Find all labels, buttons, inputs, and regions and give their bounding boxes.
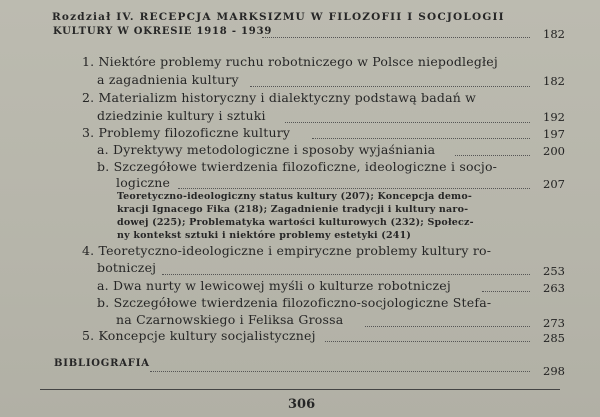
entry-title: Teoretyczno-ideologiczne i empiryczne problemy kultury ro- [98,243,492,258]
entry-page: 273 [543,316,565,330]
dot-leader [482,290,530,292]
toc-entry-3b [97,161,497,174]
entry-number: 2. [82,90,95,105]
page-number: 306 [288,397,316,412]
entry-title: Materializm historyczny i dialektyczny podstawą badań w [98,90,477,105]
toc-entry-4a [97,280,451,293]
dot-leader [178,187,530,189]
dot-leader [262,36,530,38]
subtopic-line-3: dowej (225); Problematyka wartości kulturowych (232); Społecz- [117,217,474,228]
entry-number: b. [97,295,110,310]
dot-leader [162,273,530,275]
entry-title: Problemy filozoficzne kultury [98,125,291,140]
subtopic-line-1: Teoretyczno-ideologiczny status kultury (207); Koncepcja demo- [117,191,472,202]
entry-page: 182 [543,74,565,88]
dot-leader [250,85,530,87]
entry-title: Niektóre problemy ruchu robotniczego w Polsce niepodległej [98,54,498,69]
entry-page: 192 [543,110,565,124]
bibliography-page: 298 [543,364,565,378]
entry-title-continued: logiczne [116,175,171,190]
entry-page: 197 [543,127,565,141]
toc-entry-1 [82,56,498,69]
toc-entry-2 [82,92,476,105]
toc-entry-3a [97,144,435,157]
chapter-page: 182 [543,27,565,41]
entry-page: 207 [543,177,565,191]
chapter-title-line1: RECEPCJA MARKSIZMU W FILOZOFII I SOCJOLOGII [139,11,505,23]
entry-page: 285 [543,331,565,345]
entry-title-continued: botniczej [97,260,157,275]
dot-leader [455,154,530,156]
entry-page: 263 [543,281,565,295]
toc-entry-4b [97,297,491,310]
entry-number: 5. [82,328,95,343]
entry-number: b. [97,159,110,174]
entry-number: a. [97,278,109,293]
entry-title: Dyrektywy metodologiczne i sposoby wyjaśniania [113,142,436,157]
bibliography-label: BIBLIOGRAFIA [54,358,150,369]
dot-leader [150,370,530,372]
dot-leader [325,340,530,342]
entry-number: 1. [82,54,95,69]
dot-leader [365,325,530,327]
toc-entry-3 [82,127,290,140]
entry-title: Szczegółowe twierdzenia filozoficzne, ideologiczne i socjo- [113,159,498,174]
subtopic-line-4: ny kontekst sztuki i niektóre problemy estetyki (241) [117,230,412,241]
entry-number: a. [97,142,109,157]
dot-leader [285,121,530,123]
entry-title: Szczegółowe twierdzenia filozoficzno-socjologiczne Stefa- [113,295,492,310]
chapter-heading-line1 [52,12,505,23]
entry-title: Koncepcje kultury socjalistycznej [98,328,316,343]
chapter-title-line2: KULTURY W OKRESIE 1918 - 1939 [53,26,273,37]
entry-title-continued: a zagadnienia kultury [97,72,239,87]
entry-page: 253 [543,264,565,278]
subtopic-line-2: kracji Ignacego Fika (218); Zagadnienie tradycji i kultury naro- [117,204,469,215]
dot-leader [312,137,530,139]
entry-title-continued: na Czarnowskiego i Feliksa Grossa [116,312,344,327]
entry-title-continued: dziedzinie kultury i sztuki [97,108,266,123]
bottom-rule [40,389,560,390]
entry-number: 4. [82,243,95,258]
toc-entry-5 [82,330,316,343]
entry-number: 3. [82,125,95,140]
chapter-prefix: Rozdział IV. [52,11,135,23]
toc-entry-4 [82,245,491,258]
entry-title: Dwa nurty w lewicowej myśli o kulturze robotniczej [113,278,451,293]
entry-page: 200 [543,144,565,158]
